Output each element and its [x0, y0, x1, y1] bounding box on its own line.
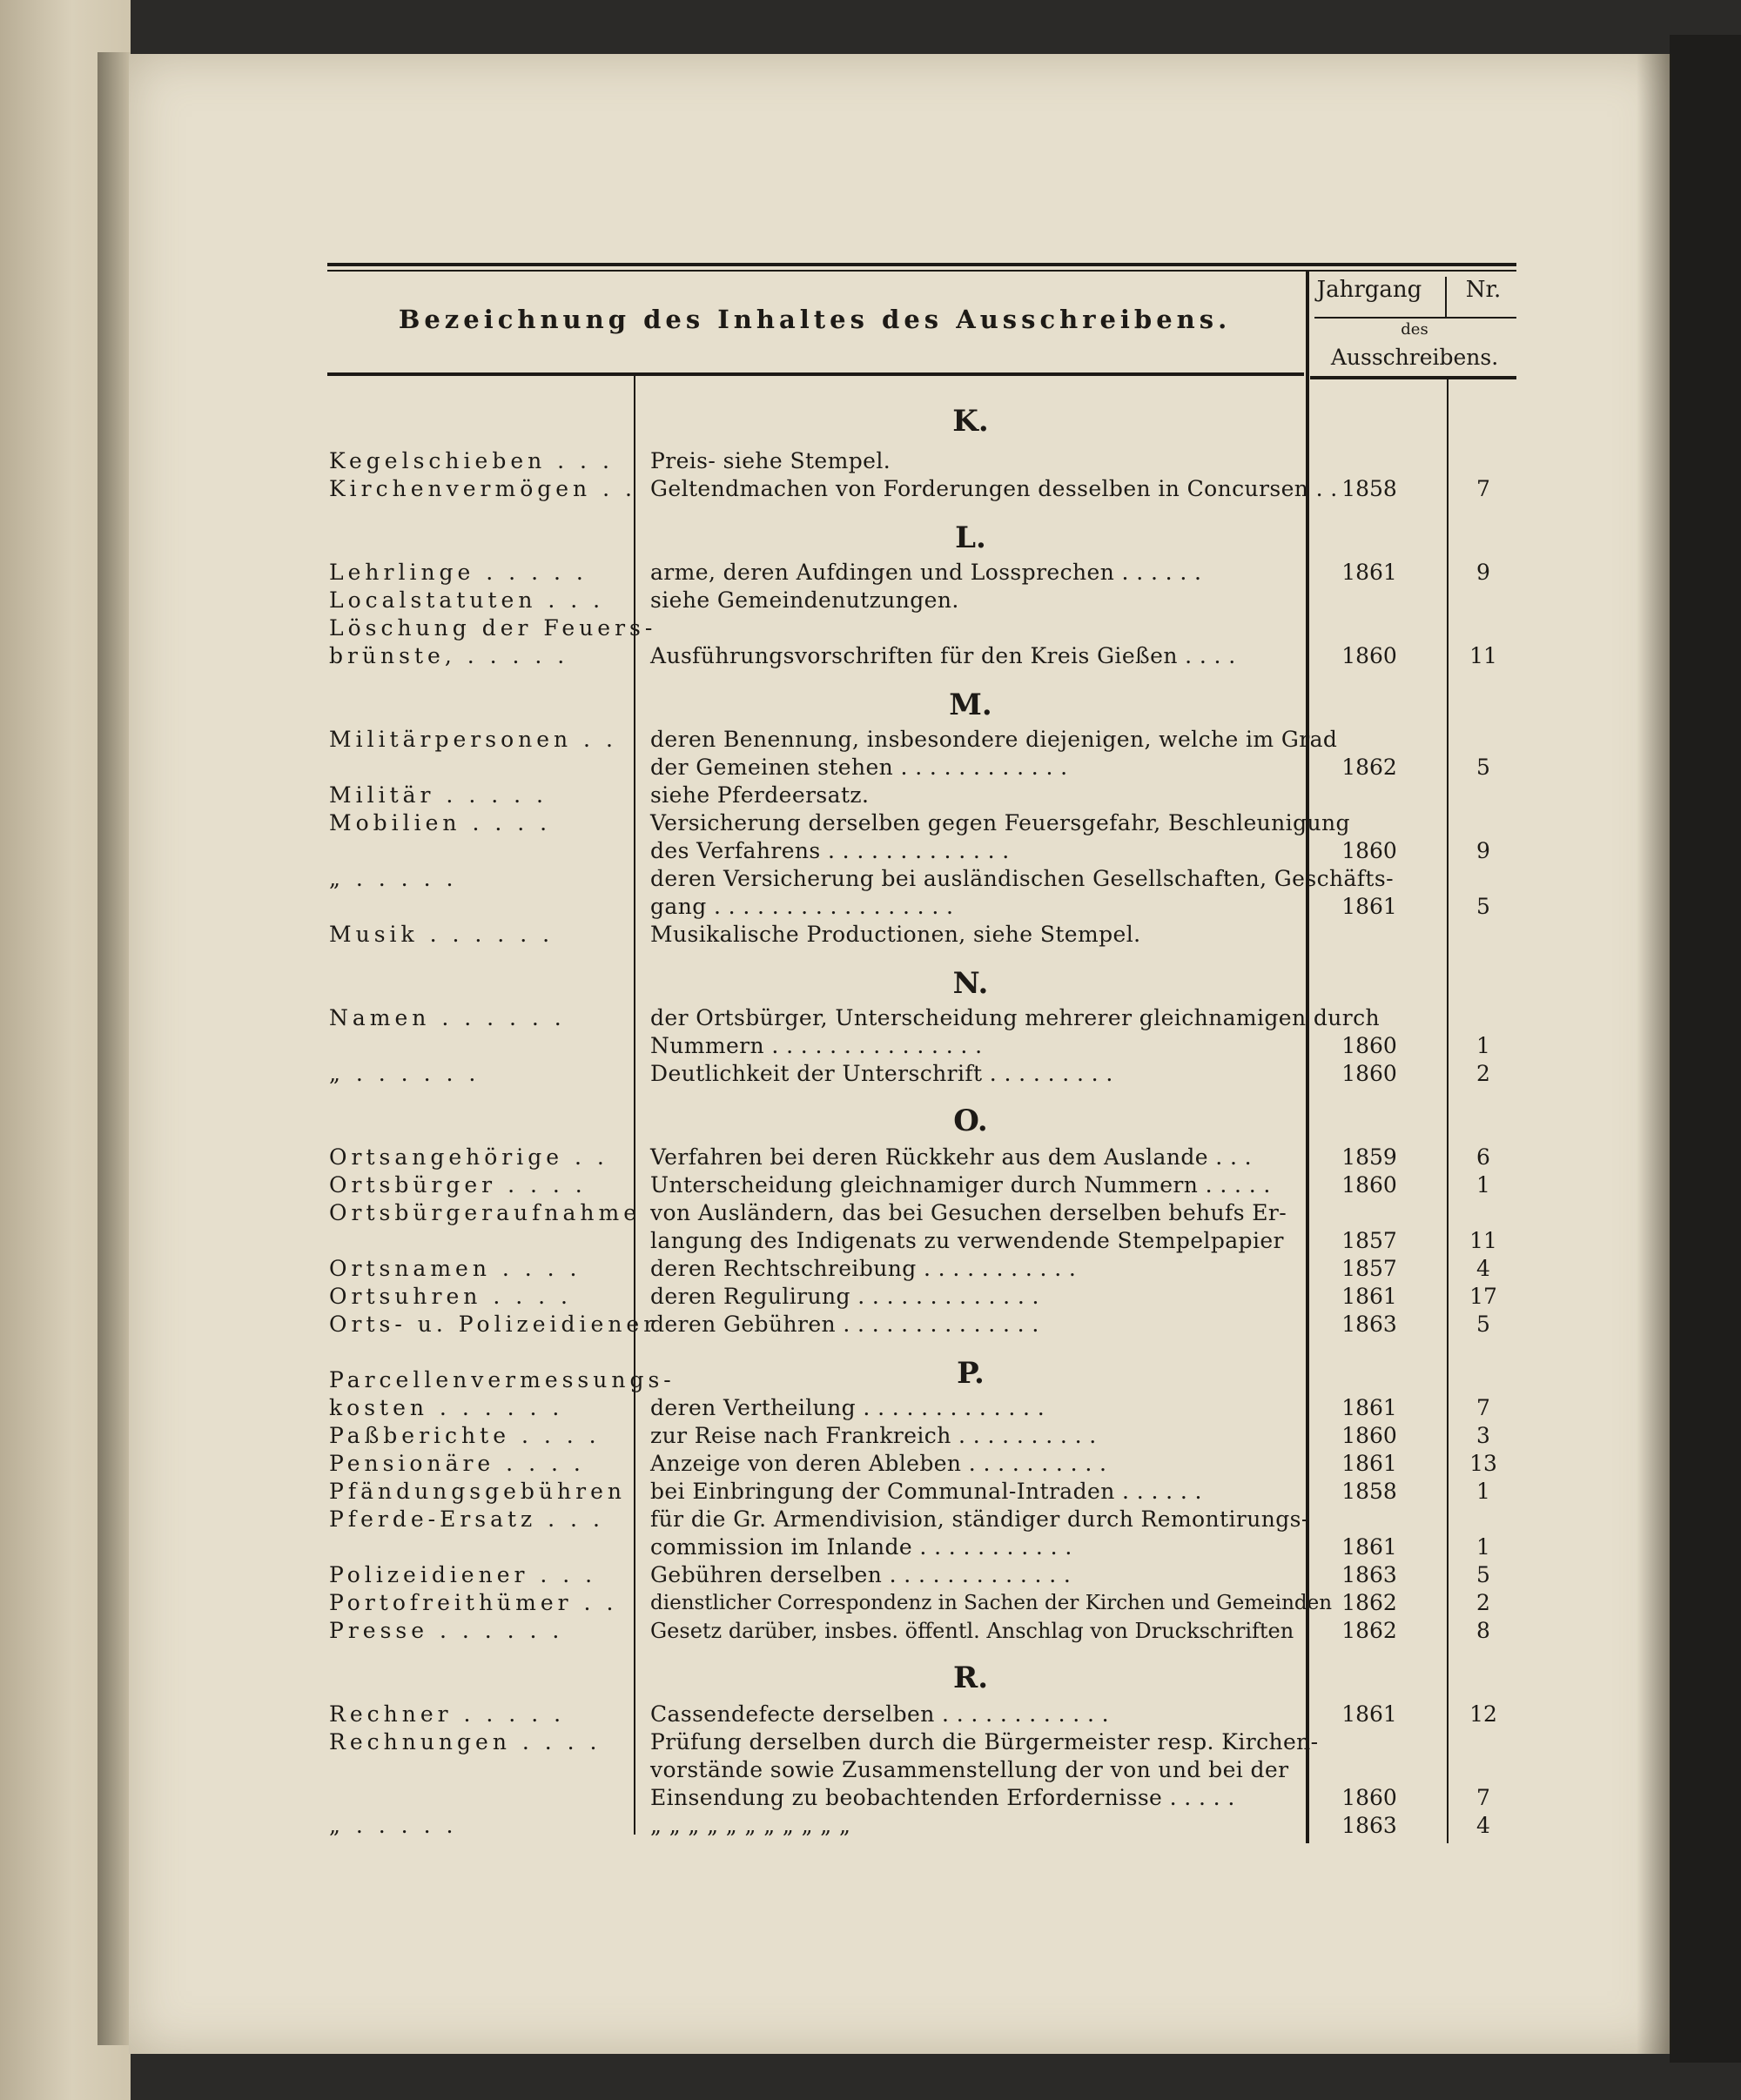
- row-description: deren Rechtschreibung . . . . . . . . . . .: [650, 1256, 1077, 1281]
- row-number: 13: [1469, 1451, 1497, 1476]
- row-description: „ „ „ „ „ „ „ „ „ „ „: [650, 1813, 851, 1838]
- number-column-header: Nr.: [1465, 277, 1502, 303]
- page-gutter: [97, 52, 131, 2045]
- row-description: Unterscheidung gleichnamiger durch Nummern . . . . .: [650, 1172, 1271, 1198]
- row-description: Deutlichkeit der Unterschrift . . . . . . . . .: [650, 1061, 1113, 1086]
- row-keyword: Ortsangehörige . .: [329, 1144, 608, 1170]
- header-bottom-rule-right: [1310, 376, 1516, 379]
- row-keyword: Ortsbürger . . . .: [329, 1172, 587, 1198]
- row-keyword: Portofreithümer . .: [329, 1590, 618, 1615]
- row-keyword: Mobilien . . . .: [329, 810, 552, 835]
- row-description: der Ortsbürger, Unterscheidung mehrerer gleichnamigen durch: [650, 1005, 1381, 1030]
- row-description: deren Versicherung bei ausländischen Gesellschaften, Geschäfts-: [650, 866, 1394, 891]
- row-year: 1861: [1341, 1284, 1397, 1309]
- row-keyword: „ . . . . . .: [329, 1061, 481, 1086]
- row-number: 9: [1476, 838, 1490, 863]
- row-keyword: „ . . . . .: [329, 1813, 458, 1838]
- row-number: 6: [1476, 1144, 1490, 1170]
- row-number: 11: [1469, 643, 1497, 668]
- row-number: 7: [1476, 476, 1490, 501]
- section-letter-r: R.: [952, 1661, 989, 1695]
- book-cover-edge: [1670, 35, 1741, 2063]
- row-number: 7: [1476, 1395, 1490, 1420]
- row-year: 1858: [1341, 476, 1397, 501]
- row-year: 1863: [1341, 1312, 1397, 1337]
- row-description: bei Einbringung der Communal-Intraden . . . . . .: [650, 1479, 1202, 1504]
- row-number: 9: [1476, 560, 1490, 585]
- column-subheader-ausschreibens: Ausschreibens.: [1330, 345, 1499, 370]
- row-keyword: Pensionäre . . . .: [329, 1451, 585, 1476]
- row-keyword: Lehrlinge . . . . .: [329, 560, 588, 585]
- row-keyword: Rechner . . . . .: [329, 1701, 566, 1727]
- row-year: 1860: [1341, 1061, 1397, 1086]
- section-letter-m: M.: [949, 688, 992, 722]
- row-keyword: Kirchenvermögen . .: [329, 476, 636, 501]
- row-keyword: Orts- u. Polizeidiener: [329, 1312, 659, 1337]
- row-keyword: Musik . . . . . .: [329, 922, 555, 947]
- row-description: Gesetz darüber, insbes. öffentl. Anschlag von Druckschriften: [650, 1619, 1294, 1643]
- row-number: 5: [1476, 894, 1490, 919]
- row-description: vorstände sowie Zusammenstellung der von und bei der: [650, 1757, 1289, 1782]
- row-description: deren Vertheilung . . . . . . . . . . . . .: [650, 1395, 1045, 1420]
- row-year: 1863: [1341, 1562, 1397, 1587]
- row-description: commission im Inlande . . . . . . . . . . .: [650, 1534, 1072, 1560]
- row-number: 2: [1476, 1061, 1490, 1086]
- row-description: dienstlicher Correspondenz in Sachen der Kirchen und Gemeinden: [650, 1592, 1333, 1614]
- row-keyword: Parcellenvermessungs-: [329, 1367, 676, 1392]
- row-number: 5: [1476, 1312, 1490, 1337]
- row-keyword: Pferde-Ersatz . . .: [329, 1506, 604, 1532]
- row-number: 11: [1469, 1228, 1497, 1253]
- row-keyword: Militär . . . . .: [329, 782, 548, 808]
- row-number: 4: [1476, 1813, 1490, 1838]
- row-number: 8: [1476, 1618, 1490, 1643]
- row-number: 5: [1476, 1562, 1490, 1587]
- row-keyword: Paßberichte . . . .: [329, 1423, 601, 1448]
- row-number: 17: [1469, 1284, 1497, 1309]
- page-edge-shadow: [1637, 54, 1671, 2054]
- row-description: deren Benennung, insbesondere diejenigen, welche im Grad: [650, 727, 1338, 752]
- row-year: 1860: [1341, 838, 1397, 863]
- table-header-title: Bezeichnung des Inhaltes des Ausschreibens.: [398, 305, 1232, 334]
- row-description: Nummern . . . . . . . . . . . . . . .: [650, 1033, 983, 1058]
- row-description: Verfahren bei deren Rückkehr aus dem Auslande . . .: [650, 1144, 1253, 1170]
- row-keyword: Rechnungen . . . .: [329, 1729, 602, 1754]
- row-year: 1857: [1341, 1256, 1397, 1281]
- row-year: 1860: [1341, 1172, 1397, 1198]
- row-keyword: brünste, . . . . .: [329, 643, 569, 668]
- row-year: 1861: [1341, 1395, 1397, 1420]
- row-keyword: Ortsuhren . . . .: [329, 1284, 572, 1309]
- year-column-header: Jahrgang: [1316, 277, 1422, 303]
- row-year: 1860: [1341, 1033, 1397, 1058]
- section-letter-k: K.: [952, 404, 989, 439]
- row-year: 1862: [1341, 1590, 1397, 1615]
- row-number: 12: [1469, 1701, 1497, 1727]
- row-year: 1861: [1341, 1534, 1397, 1560]
- row-description: von Ausländern, das bei Gesuchen derselben behufs Er-: [650, 1200, 1287, 1225]
- row-description: Preis- siehe Stempel.: [650, 448, 891, 473]
- section-letter-o: O.: [953, 1104, 988, 1138]
- row-year: 1862: [1341, 755, 1397, 780]
- row-year: 1860: [1341, 1423, 1397, 1448]
- top-double-rule-thin: [327, 270, 1516, 272]
- row-number: 4: [1476, 1256, 1490, 1281]
- row-keyword: Localstatuten . . .: [329, 587, 605, 613]
- row-year: 1861: [1341, 560, 1397, 585]
- row-keyword: Pfändungsgebühren: [329, 1479, 626, 1504]
- row-description: deren Gebühren . . . . . . . . . . . . . .: [650, 1312, 1039, 1337]
- row-number: 2: [1476, 1590, 1490, 1615]
- row-description: langung des Indigenats zu verwendende Stempelpapier: [650, 1228, 1284, 1253]
- row-description: zur Reise nach Frankreich . . . . . . . . . .: [650, 1423, 1097, 1448]
- row-number: 5: [1476, 755, 1490, 780]
- row-description: deren Regulirung . . . . . . . . . . . . .: [650, 1284, 1039, 1309]
- row-year: 1861: [1341, 894, 1397, 919]
- row-description: Geltendmachen von Forderungen desselben in Concursen . .: [650, 476, 1338, 501]
- row-number: 7: [1476, 1785, 1490, 1810]
- row-description: Cassendefecte derselben . . . . . . . . . . . .: [650, 1701, 1110, 1727]
- row-keyword: Kegelschieben . . .: [329, 448, 614, 473]
- row-keyword: Polizeidiener . . .: [329, 1562, 597, 1587]
- row-year: 1860: [1341, 1785, 1397, 1810]
- row-year: 1861: [1341, 1451, 1397, 1476]
- row-description: Einsendung zu beobachtenden Erfordernisse . . . . .: [650, 1785, 1235, 1810]
- row-keyword: Militärpersonen . .: [329, 727, 617, 752]
- row-number: 1: [1476, 1534, 1490, 1560]
- column-subheader-des: des: [1401, 320, 1428, 339]
- section-letter-l: L.: [955, 520, 986, 555]
- row-number: 1: [1476, 1033, 1490, 1058]
- row-description: der Gemeinen stehen . . . . . . . . . . . .: [650, 755, 1068, 780]
- row-year: 1862: [1341, 1618, 1397, 1643]
- row-year: 1858: [1341, 1479, 1397, 1504]
- section-letter-n: N.: [952, 966, 989, 1001]
- row-year: 1863: [1341, 1813, 1397, 1838]
- row-description: Anzeige von deren Ableben . . . . . . . . . .: [650, 1451, 1107, 1476]
- row-description: siehe Pferdeersatz.: [650, 782, 870, 808]
- row-year: 1861: [1341, 1701, 1397, 1727]
- row-keyword: Löschung der Feuers-: [329, 615, 657, 641]
- row-description: arme, deren Aufdingen und Lossprechen . . . . . .: [650, 560, 1202, 585]
- row-keyword: Ortsbürgeraufnahme: [329, 1200, 641, 1225]
- row-keyword: „ . . . . .: [329, 866, 458, 891]
- row-year: 1859: [1341, 1144, 1397, 1170]
- row-description: gang . . . . . . . . . . . . . . . . .: [650, 894, 954, 919]
- row-year: 1857: [1341, 1228, 1397, 1253]
- row-description: Gebühren derselben . . . . . . . . . . . . .: [650, 1562, 1072, 1587]
- row-description: Versicherung derselben gegen Feuersgefahr, Beschleunigung: [650, 810, 1350, 835]
- row-description: Ausführungsvorschriften für den Kreis Gießen . . . .: [650, 643, 1236, 668]
- row-number: 1: [1476, 1479, 1490, 1504]
- row-keyword: Ortsnamen . . . .: [329, 1256, 581, 1281]
- row-number: 3: [1476, 1423, 1490, 1448]
- row-keyword: kosten . . . . . .: [329, 1395, 564, 1420]
- row-description: des Verfahrens . . . . . . . . . . . . .: [650, 838, 1010, 863]
- row-keyword: Presse . . . . . .: [329, 1618, 564, 1643]
- top-double-rule: [327, 263, 1516, 266]
- nr-column-rule-head: [1445, 277, 1447, 317]
- row-description: für die Gr. Armendivision, ständiger durch Remontirungs-: [650, 1506, 1309, 1532]
- header-mid-rule: [1314, 317, 1516, 319]
- row-description: siehe Gemeindenutzungen.: [650, 587, 959, 613]
- row-keyword: Namen . . . . . .: [329, 1005, 566, 1030]
- row-description: Prüfung derselben durch die Bürgermeister resp. Kirchen-: [650, 1729, 1319, 1754]
- row-year: 1860: [1341, 643, 1397, 668]
- row-description: Musikalische Productionen, siehe Stempel.: [650, 922, 1141, 947]
- row-number: 1: [1476, 1172, 1490, 1198]
- section-letter-p: P.: [957, 1356, 985, 1391]
- header-bottom-rule-left: [327, 372, 1304, 376]
